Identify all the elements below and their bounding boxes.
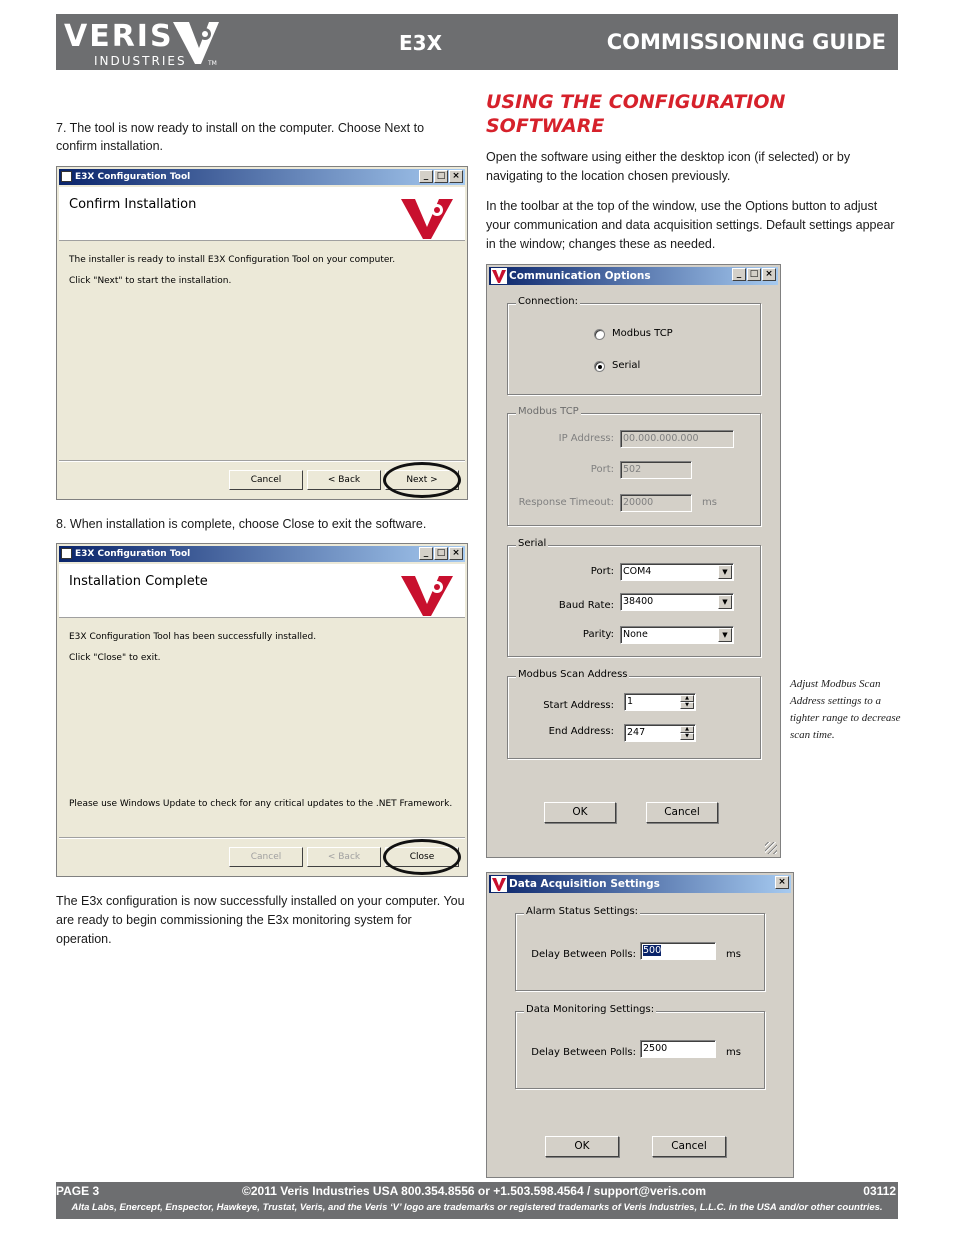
end-address-value: 247 xyxy=(627,727,646,738)
parity-value: None xyxy=(623,629,648,640)
side-note: Adjust Modbus Scan Address settings to a tighter range to decrease scan time. xyxy=(790,678,901,741)
end-address-stepper[interactable] xyxy=(624,724,696,742)
chevron-down-icon[interactable]: ▼ xyxy=(718,595,732,609)
step-7-text: 7. The tool is now ready to install on the computer. Choose Next to confirm installation. xyxy=(56,121,425,153)
veris-v-logo-icon xyxy=(491,268,507,284)
tcp-port-label: Port: xyxy=(590,464,614,475)
alarm-delay-input[interactable] xyxy=(640,942,716,960)
veris-v-logo-icon xyxy=(399,193,455,241)
installer-window-complete xyxy=(56,543,468,877)
app-icon xyxy=(61,171,72,182)
baud-rate-select[interactable] xyxy=(620,593,734,611)
page-number: PAGE 3 xyxy=(56,1184,100,1198)
group-label: Modbus Scan Address xyxy=(518,669,628,680)
modbus-tcp-radio[interactable] xyxy=(594,329,605,340)
installer-heading: Installation Complete xyxy=(69,574,208,589)
parity-label: Parity: xyxy=(582,629,614,640)
ok-button[interactable]: OK xyxy=(544,802,616,823)
start-address-label: Start Address: xyxy=(543,700,614,711)
close-icon[interactable]: × xyxy=(762,268,776,281)
close-icon[interactable]: × xyxy=(449,547,463,560)
cancel-button[interactable]: Cancel xyxy=(646,802,718,823)
close-icon[interactable]: × xyxy=(449,170,463,183)
alarm-delay-value: 500 xyxy=(643,945,662,956)
logo-wordmark: VERIS xyxy=(64,19,174,54)
installer-title: E3X Configuration Tool xyxy=(75,172,191,182)
maximize-icon[interactable]: □ xyxy=(434,170,448,183)
group-label: Serial xyxy=(518,538,547,549)
chevron-down-icon[interactable]: ▼ xyxy=(718,628,732,642)
modbus-scan-address-group xyxy=(507,669,761,759)
maximize-icon[interactable]: □ xyxy=(434,547,448,560)
data-monitoring-group xyxy=(515,1004,765,1089)
section-title: USING THE CONFIGURATION SOFTWARE xyxy=(486,91,786,137)
toolbar-paragraph: In the toolbar at the top of the window, use the Options button to adjust your communication and data acquisition settings. Default settings appear in the window; changes these as needed. xyxy=(486,199,895,251)
back-button: < Back xyxy=(307,847,381,867)
close-icon[interactable]: × xyxy=(775,876,789,889)
serial-radio-label: Serial xyxy=(612,360,641,371)
baud-rate-label: Baud Rate: xyxy=(558,600,614,611)
installer-titlebar xyxy=(59,169,465,185)
maximize-icon[interactable]: □ xyxy=(747,268,761,281)
ip-address-label: IP Address: xyxy=(558,433,614,444)
installer-window-confirm xyxy=(56,166,468,500)
alarm-status-group xyxy=(515,906,765,991)
cancel-button: Cancel xyxy=(229,847,303,867)
dialog-titlebar xyxy=(489,267,778,285)
logo-subtext: INDUSTRIES xyxy=(94,54,187,68)
alarm-delay-label: Delay Between Polls: xyxy=(531,949,636,960)
installer-instruction: Click "Close" to exit. xyxy=(69,653,161,663)
installer-title: E3X Configuration Tool xyxy=(75,549,191,559)
closing-text: The E3x configuration is now successfully installed on your computer. You are ready to begin commissioning the E3x monitoring system for operation. xyxy=(56,894,465,946)
installer-titlebar xyxy=(59,546,465,562)
installer-update-note: Please use Windows Update to check for any critical updates to the .NET Framework. xyxy=(69,799,453,809)
dialog-title: Data Acquisition Settings xyxy=(509,878,660,890)
ok-button[interactable]: OK xyxy=(545,1136,619,1157)
monitor-delay-unit: ms xyxy=(726,1047,741,1058)
ip-address-input: 00.000.000.000 xyxy=(620,430,734,448)
installer-message: E3X Configuration Tool has been successfully installed. xyxy=(69,632,317,642)
group-label: Alarm Status Settings: xyxy=(526,906,639,917)
communication-options-dialog xyxy=(486,264,781,858)
group-label: Modbus TCP xyxy=(518,406,579,417)
tcp-port-input: 502 xyxy=(620,461,692,479)
page-footer xyxy=(56,1182,898,1219)
connection-group xyxy=(507,296,761,395)
cancel-button[interactable]: Cancel xyxy=(652,1136,726,1157)
highlight-circle xyxy=(383,839,461,875)
installer-message: The installer is ready to install E3X Configuration Tool on your computer. xyxy=(69,255,396,265)
close-button[interactable]: Close xyxy=(385,847,459,867)
copyright-contact: ©2011 Veris Industries USA 800.354.8556 or +1.503.598.4564 / support@veris.com xyxy=(242,1184,707,1198)
serial-port-label: Port: xyxy=(590,566,614,577)
highlight-circle xyxy=(383,462,461,498)
page-header xyxy=(56,14,898,70)
installer-instruction: Click "Next" to start the installation. xyxy=(69,276,232,286)
group-label: Data Monitoring Settings: xyxy=(526,1004,655,1015)
dialog-titlebar xyxy=(489,875,791,893)
spin-arrows-icon[interactable]: ▲ ▼ xyxy=(680,726,694,740)
back-button[interactable]: < Back xyxy=(307,470,381,490)
start-address-stepper[interactable] xyxy=(624,693,696,711)
trademark-notice: Alta Labs, Enercept, Enspector, Hawkeye, Trustat, Veris, and the Veris ‘V’ logo are trademarks or registered trademarks of Veris Industries, L.L.C. in the USA and/or other countries. xyxy=(71,1202,883,1213)
dialog-title: Communication Options xyxy=(509,270,651,282)
product-name: E3X xyxy=(399,31,442,55)
serial-port-value: COM4 xyxy=(623,566,652,577)
logo-tm: TM xyxy=(208,60,217,67)
parity-select[interactable] xyxy=(620,626,734,644)
cancel-button[interactable]: Cancel xyxy=(229,470,303,490)
document-type: COMMISSIONING GUIDE xyxy=(606,30,886,54)
data-acquisition-dialog xyxy=(486,872,794,1178)
installer-heading: Confirm Installation xyxy=(69,197,197,212)
installer-banner xyxy=(59,564,465,618)
baud-rate-value: 38400 xyxy=(623,596,654,607)
chevron-down-icon[interactable]: ▼ xyxy=(718,565,732,579)
timeout-unit: ms xyxy=(702,497,717,508)
minimize-icon[interactable]: _ xyxy=(419,170,433,183)
app-icon xyxy=(61,548,72,559)
veris-v-logo-icon xyxy=(491,876,507,892)
modbus-tcp-group xyxy=(507,406,761,526)
next-button[interactable]: Next > xyxy=(385,470,459,490)
step-8-text: 8. When installation is complete, choose Close to exit the software. xyxy=(56,517,427,531)
intro-paragraph: Open the software using either the desktop icon (if selected) or by navigating to the location chosen previously. xyxy=(486,150,851,183)
minimize-icon[interactable]: _ xyxy=(732,268,746,281)
resize-grip-icon[interactable] xyxy=(765,842,777,854)
end-address-label: End Address: xyxy=(548,726,614,737)
alarm-delay-unit: ms xyxy=(726,949,741,960)
response-timeout-label: Response Timeout: xyxy=(518,497,614,508)
response-timeout-input: 20000 xyxy=(620,494,692,512)
veris-v-logo-icon xyxy=(399,570,455,618)
serial-port-select[interactable] xyxy=(620,563,734,581)
installer-banner xyxy=(59,187,465,241)
divider xyxy=(59,837,465,839)
start-address-value: 1 xyxy=(627,696,634,707)
monitor-delay-input[interactable]: 2500 xyxy=(640,1040,716,1058)
document-number: 03112 xyxy=(863,1184,896,1198)
serial-group xyxy=(507,538,761,657)
monitor-delay-label: Delay Between Polls: xyxy=(531,1047,636,1058)
minimize-icon[interactable]: _ xyxy=(419,547,433,560)
divider xyxy=(59,460,465,462)
group-label: Connection: xyxy=(518,296,578,307)
spin-arrows-icon[interactable]: ▲ ▼ xyxy=(680,695,694,709)
serial-radio[interactable] xyxy=(594,361,605,372)
modbus-tcp-radio-label: Modbus TCP xyxy=(612,328,673,339)
